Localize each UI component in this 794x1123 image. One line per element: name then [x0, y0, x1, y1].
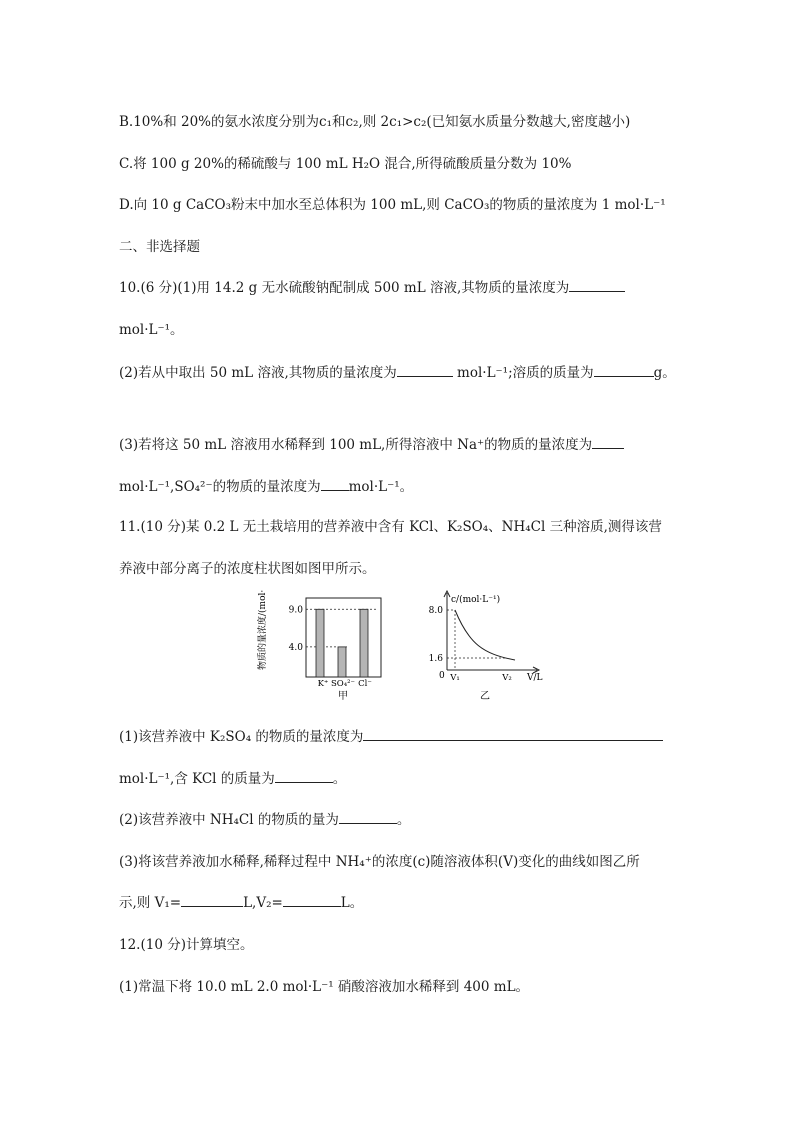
- q10-part3-text-a: (3)若将这 50 mL 溶液用水稀释到 100 mL,所得溶液中 Na⁺的物质的量浓度为: [119, 437, 593, 453]
- answer-blank[interactable]: [275, 769, 333, 783]
- q10-part3: [119, 433, 624, 453]
- yi-tick-1-6: 1.6: [428, 654, 443, 664]
- q11-part1-text-b: mol·L⁻¹,含 KCl 的质量为: [119, 771, 275, 787]
- yi-xlabel: V/L: [527, 673, 543, 683]
- q10-part2: [119, 361, 676, 381]
- q10-part2-text-c: g。: [653, 365, 676, 381]
- q10-part1-unit: mol·L⁻¹。: [119, 322, 184, 338]
- yi-curve: [455, 610, 515, 660]
- jia-cat-cl: Cl⁻: [358, 679, 372, 689]
- q10-part1-text: 10.(6 分)(1)用 14.2 g 无水硫酸钠配制成 500 mL 溶液,其物质的量浓度为: [119, 280, 570, 296]
- yi-ylabel: c/(mol·L⁻¹): [451, 595, 501, 605]
- q11-part3-cont: [119, 891, 363, 911]
- yi-tick-v1: V₁: [450, 673, 460, 683]
- q11-part3-text-c: L,V₂=: [243, 895, 283, 911]
- yi-tick-8: 8.0: [428, 606, 443, 616]
- jia-bar: [360, 609, 368, 677]
- q11-part1-cont: [119, 767, 346, 787]
- jia-cat-k: K⁺: [317, 679, 329, 689]
- answer-blank[interactable]: [594, 363, 654, 377]
- jia-bars: [316, 609, 368, 677]
- answer-blank[interactable]: [339, 810, 397, 824]
- q11-part3-text-b: 示,则 V₁=: [119, 895, 182, 911]
- q10-part3-cont: [119, 475, 413, 495]
- q11-part1: [119, 725, 663, 745]
- jia-bar: [316, 609, 324, 677]
- answer-blank[interactable]: [283, 893, 341, 907]
- q11-stem: 11.(10 分)某 0.2 L 无土栽培用的营养液中含有 KCl、K₂SO₄、NH₄Cl 三种溶质,测得该营: [119, 519, 662, 535]
- q11-part3: (3)将该营养液加水稀释,稀释过程中 NH₄⁺的浓度(c)随溶液体积(V)变化的曲线如图乙所: [119, 854, 640, 870]
- q11-part1-text-a: (1)该营养液中 K₂SO₄ 的物质的量浓度为: [119, 729, 364, 745]
- q11-part2: [119, 808, 410, 828]
- q10-part3-text-b: mol·L⁻¹,SO₄²⁻的物质的量浓度为: [119, 479, 321, 495]
- q12-stem: 12.(10 分)计算填空。: [119, 937, 254, 953]
- jia-bar: [338, 647, 346, 677]
- answer-blank[interactable]: [397, 363, 453, 377]
- jia-cat-so4: SO₄²⁻: [330, 679, 356, 689]
- answer-blank[interactable]: [592, 435, 624, 449]
- option-c: C.将 100 g 20%的稀硫酸与 100 mL H₂O 混合,所得硫酸质量分数为 10%: [119, 156, 572, 172]
- q10-part3-text-c: mol·L⁻¹。: [348, 479, 414, 495]
- jia-caption: 甲: [338, 691, 348, 702]
- section-title: 二、非选择题: [119, 239, 200, 255]
- answer-blank[interactable]: [569, 278, 625, 292]
- option-b: B.10%和 20%的氨水浓度分别为c₁和c₂,则 2c₁>c₂(已知氨水质量分数越大,密度越小): [119, 114, 631, 130]
- answer-blank[interactable]: [363, 727, 663, 741]
- q10-part1: [119, 276, 625, 296]
- figure-svg: [255, 590, 555, 705]
- jia-tick-4: 4.0: [288, 642, 303, 653]
- q11-part1-text-c: 。: [332, 771, 347, 787]
- figure-group: [255, 590, 555, 705]
- q11-stem-cont: 养液中部分离子的浓度柱状图如图甲所示。: [119, 561, 376, 577]
- q10-part2-text-b: mol·L⁻¹;溶质的质量为: [457, 365, 594, 381]
- q11-part3-text-d: L。: [340, 895, 364, 911]
- yi-tick-v2: V₂: [502, 673, 512, 683]
- answer-blank[interactable]: [181, 893, 243, 907]
- yi-caption: 乙: [480, 691, 490, 702]
- jia-tick-9: 9.0: [288, 605, 303, 616]
- answer-blank[interactable]: [321, 477, 349, 491]
- q12-part1: (1)常温下将 10.0 mL 2.0 mol·L⁻¹ 硝酸溶液加水稀释到 400 mL。: [119, 979, 530, 995]
- figure-yi: [429, 591, 543, 702]
- q11-part2-text-b: 。: [396, 812, 411, 828]
- option-d: D.向 10 g CaCO₃粉末中加水至总体积为 100 mL,则 CaCO₃的物质的量浓度为 1 mol·L⁻¹: [119, 197, 666, 213]
- figure-jia: [256, 590, 381, 702]
- yi-origin: 0: [439, 671, 445, 681]
- q11-part2-text-a: (2)该营养液中 NH₄Cl 的物质的量为: [119, 812, 339, 828]
- q10-part2-text-a: (2)若从中取出 50 mL 溶液,其物质的量浓度为: [119, 365, 397, 381]
- jia-ylabel: 物质的量浓度/(mol·L⁻¹): [258, 590, 268, 670]
